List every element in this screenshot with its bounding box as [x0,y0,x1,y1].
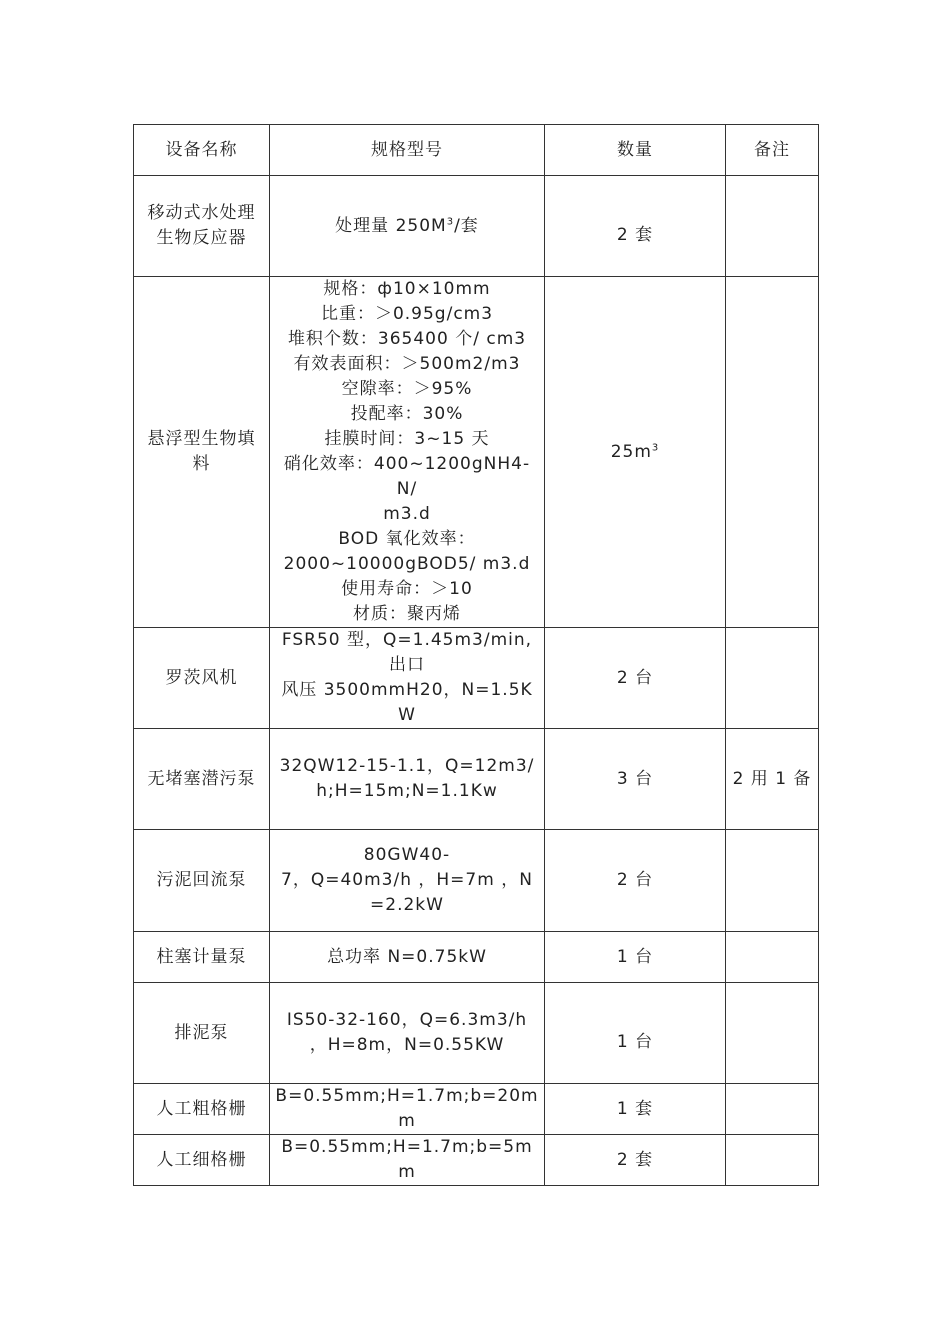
table-row [134,932,819,983]
equipment-spec: B=0.55mm;H=1.7m;b=5mm [270,1135,545,1186]
spec-line: 规格：ф10×10mm [323,279,491,299]
spec-text-suffix: /套 [454,215,479,236]
qty-superscript: 3 [651,441,660,453]
equipment-spec [270,628,545,729]
equipment-qty: 1 台 [545,932,726,983]
spec-line: h;H=15m;N=1.1Kw [316,781,498,801]
spec-line: 比重：＞0.95g/cm3 [320,304,494,324]
spec-superscript: 3 [446,215,455,227]
spec-line: 有效表面积：＞500m2/m3 [293,354,521,374]
equipment-spec [270,729,545,830]
equipment-name: 移动式水处理生物反应器 [134,176,270,277]
equipment-qty: 2 套 [545,1135,726,1186]
equipment-qty [545,176,726,277]
header-spec: 规格型号 [270,125,545,176]
equipment-note [726,628,819,729]
table-row [134,1135,819,1186]
equipment-spec: B=0.55mm;H=1.7m;b=20mm [270,1084,545,1135]
spec-line: 挂膜时间：3~15 天 [324,429,490,449]
equipment-note [726,830,819,932]
equipment-name: 人工细格栅 [134,1135,270,1186]
spec-line: 投配率：30% [350,404,464,424]
equipment-name: 无堵塞潜污泵 [134,729,270,830]
equipment-spec [270,830,545,932]
equipment-note [726,1084,819,1135]
table-row [134,729,819,830]
spec-line: 使用寿命：＞10 [341,579,473,599]
spec-line: 硝化效率：400~1200gNH4-N/ [283,454,531,499]
equipment-name: 柱塞计量泵 [134,932,270,983]
equipment-spec [270,176,545,277]
spec-line: 空隙率：＞95% [341,379,473,399]
table-row [134,277,819,628]
spec-text: 处理量 250M [335,215,447,236]
equipment-qty: 1 套 [545,1084,726,1135]
header-name: 设备名称 [134,125,270,176]
table-row [134,1084,819,1135]
spec-line: 堆积个数：365400 个/ cm3 [287,329,527,349]
table-header-row [134,125,819,176]
spec-line: BOD 氧化效率： [338,529,476,549]
table-row [134,830,819,932]
equipment-spec [270,277,545,628]
equipment-qty [545,277,726,628]
equipment-name: 排泥泵 [134,983,270,1084]
equipment-note [726,176,819,277]
equipment-qty [545,983,726,1084]
spec-line: 7，Q=40m3/h ，H=7m ，N=2.2kW [281,870,533,915]
spec-line: IS50-32-160，Q=6.3m3/h [286,1010,528,1030]
table-row [134,628,819,729]
equipment-note [726,277,819,628]
spec-line: 风压 3500mmH20，N=1.5KW [281,680,533,725]
header-qty: 数量 [545,125,726,176]
spec-line: 2000~10000gBOD5/ m3.d [283,554,531,574]
equipment-qty: 2 台 [545,628,726,729]
spec-line: 80GW40- [363,845,451,865]
equipment-note: 2 用 1 备 [726,729,819,830]
spec-line: ，H=8m，N=0.55KW [309,1035,505,1055]
header-note: 备注 [726,125,819,176]
equipment-name: 污泥回流泵 [134,830,270,932]
equipment-note [726,983,819,1084]
table-row [134,176,819,277]
qty-value: 25m [610,441,652,462]
spec-line: FSR50 型，Q=1.45m3/min,出口 [281,630,533,675]
table-row [134,983,819,1084]
qty-value: 1 台 [616,1031,654,1052]
equipment-spec [270,983,545,1084]
qty-value: 2 套 [616,224,654,245]
equipment-spec: 总功率 N=0.75kW [270,932,545,983]
equipment-qty: 2 台 [545,830,726,932]
equipment-table [133,124,819,1186]
equipment-name: 人工粗格栅 [134,1084,270,1135]
equipment-note [726,932,819,983]
equipment-qty: 3 台 [545,729,726,830]
spec-line: 32QW12-15-1.1，Q=12m3/ [279,756,535,776]
spec-line: 材质：聚丙烯 [353,604,461,624]
equipment-name: 罗茨风机 [134,628,270,729]
equipment-name: 悬浮型生物填料 [134,277,270,628]
spec-line: m3.d [383,504,431,524]
equipment-note [726,1135,819,1186]
